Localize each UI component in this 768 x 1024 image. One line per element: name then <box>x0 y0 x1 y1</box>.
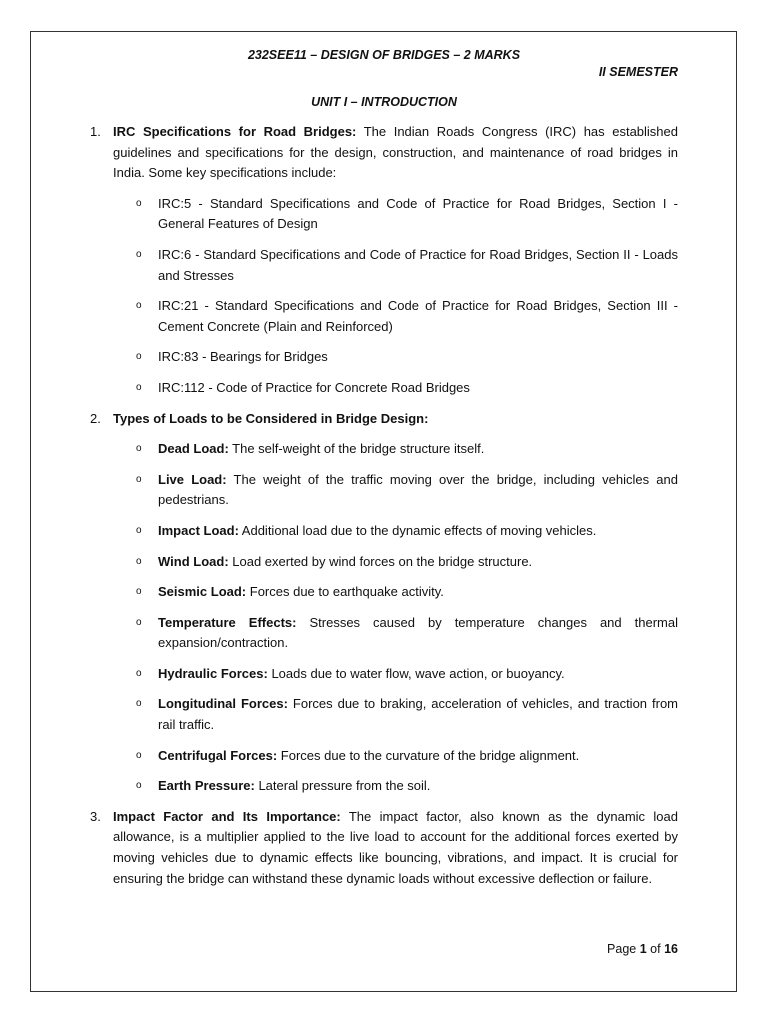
bullet-text: Lateral pressure from the soil. <box>254 778 431 794</box>
list-item <box>113 378 678 399</box>
section-heading: Impact Factor and Its Importance: <box>113 808 341 824</box>
bullet-term: Temperature Effects: <box>158 614 297 630</box>
section-paragraph <box>113 807 678 889</box>
section-text: The impact factor, also known as the dynamic load allowance, is a multiplier applied to the live load to account for the additional forces exerted by moving vehicles due to dynamic effects like bouncing, vibrations, and impact. It is crucial for ensuring the bridge can withstand these dynamic loads without excessive deflection or failure. <box>113 808 678 886</box>
bullet-text: The weight of the traffic moving over the bridge, including vehicles and pedestrians. <box>158 471 678 508</box>
list-item <box>113 439 678 460</box>
bullet-circle-icon: o <box>136 524 142 536</box>
section-heading: IRC Specifications for Road Bridges: <box>113 124 357 139</box>
bullet-text: Stresses caused by temperature changes and thermal expansion/contraction. <box>158 614 678 651</box>
bullet-text: Additional load due to the dynamic effects of moving vehicles. <box>238 522 597 538</box>
bullet-circle-icon: o <box>136 667 142 679</box>
bullet-circle-icon: o <box>136 586 142 598</box>
bullet-term: Dead Load: <box>158 441 229 457</box>
bullet-circle-icon: o <box>136 473 142 485</box>
section-1 <box>90 122 678 399</box>
list-item <box>113 613 678 654</box>
bullet-term: Wind Load: <box>158 553 229 569</box>
section-text: The Indian Roads Congress (IRC) has established guidelines and specifications for the design, construction, and maintenance of road bridges in India. Some key specifications include: <box>113 124 678 181</box>
list-item <box>113 582 678 603</box>
bullet-list <box>113 194 678 399</box>
bullet-term: Impact Load: <box>158 522 239 538</box>
bullet-text: IRC:5 - Standard Specifications and Code of Practice for Road Bridges, Section I - General Features of Design <box>158 195 678 232</box>
bullet-circle-icon: o <box>136 351 142 363</box>
semester-label: II SEMESTER <box>598 65 678 79</box>
bullet-text: Forces due to earthquake activity. <box>246 584 444 600</box>
bullet-term: Hydraulic Forces: <box>158 665 268 681</box>
list-item <box>113 296 678 337</box>
bullet-term: Longitudinal Forces: <box>158 696 288 712</box>
page-current: 1 <box>639 942 647 956</box>
list-item <box>113 470 678 511</box>
list-item <box>113 194 678 235</box>
bullet-text: Forces due to braking, acceleration of vehicles, and traction from rail traffic. <box>158 696 678 733</box>
section-number: 3. <box>90 808 101 824</box>
bullet-circle-icon: o <box>136 749 142 761</box>
list-item <box>113 347 678 368</box>
bullet-term: Live Load: <box>158 471 227 487</box>
bullet-circle-icon: o <box>136 616 142 628</box>
bullet-circle-icon: o <box>136 248 142 260</box>
section-3 <box>90 807 678 889</box>
bullet-term: Centrifugal Forces: <box>158 747 278 763</box>
list-item <box>113 521 678 542</box>
section-paragraph <box>113 122 678 184</box>
unit-title: UNIT I – INTRODUCTION <box>311 95 457 109</box>
bullet-circle-icon: o <box>136 698 142 710</box>
page-footer <box>607 942 678 956</box>
bullet-circle-icon: o <box>136 780 142 792</box>
bullet-circle-icon: o <box>136 197 142 209</box>
page-label: Page <box>607 942 637 956</box>
list-item <box>113 245 678 286</box>
section-heading: Types of Loads to be Considered in Bridge Design: <box>113 410 429 426</box>
bullet-text: Forces due to the curvature of the bridge alignment. <box>277 747 580 763</box>
list-item <box>113 746 678 767</box>
course-title: 232SEE11 – DESIGN OF BRIDGES – 2 MARKS <box>247 48 521 62</box>
section-paragraph <box>113 409 678 430</box>
bullet-text: IRC:21 - Standard Specifications and Code of Practice for Road Bridges, Section III - Cement Concrete (Plain and Reinforced) <box>158 298 678 334</box>
section-number: 2. <box>90 410 101 426</box>
bullet-text: IRC:83 - Bearings for Bridges <box>158 349 328 365</box>
document-body <box>90 122 678 898</box>
bullet-text: Loads due to water flow, wave action, or buoyancy. <box>267 665 565 681</box>
list-item <box>113 776 678 797</box>
list-item <box>113 664 678 685</box>
bullet-list <box>113 439 678 797</box>
page-total: 16 <box>664 942 678 956</box>
page-of-label: of <box>650 942 661 956</box>
bullet-circle-icon: o <box>136 555 142 567</box>
bullet-text: The self-weight of the bridge structure itself. <box>228 441 485 457</box>
list-item <box>113 552 678 573</box>
bullet-text: Load exerted by wind forces on the bridge structure. <box>228 553 533 569</box>
bullet-text: IRC:6 - Standard Specifications and Code of Practice for Road Bridges, Section II - Loads and Stresses <box>158 246 678 283</box>
bullet-text: IRC:112 - Code of Practice for Concrete Road Bridges <box>158 379 470 395</box>
bullet-term: Earth Pressure: <box>158 778 255 794</box>
list-item <box>113 694 678 735</box>
bullet-circle-icon: o <box>136 381 142 393</box>
section-2 <box>90 409 678 797</box>
section-number: 1. <box>90 124 101 139</box>
bullet-term: Seismic Load: <box>158 584 247 600</box>
bullet-circle-icon: o <box>136 443 142 455</box>
bullet-circle-icon: o <box>136 300 142 312</box>
